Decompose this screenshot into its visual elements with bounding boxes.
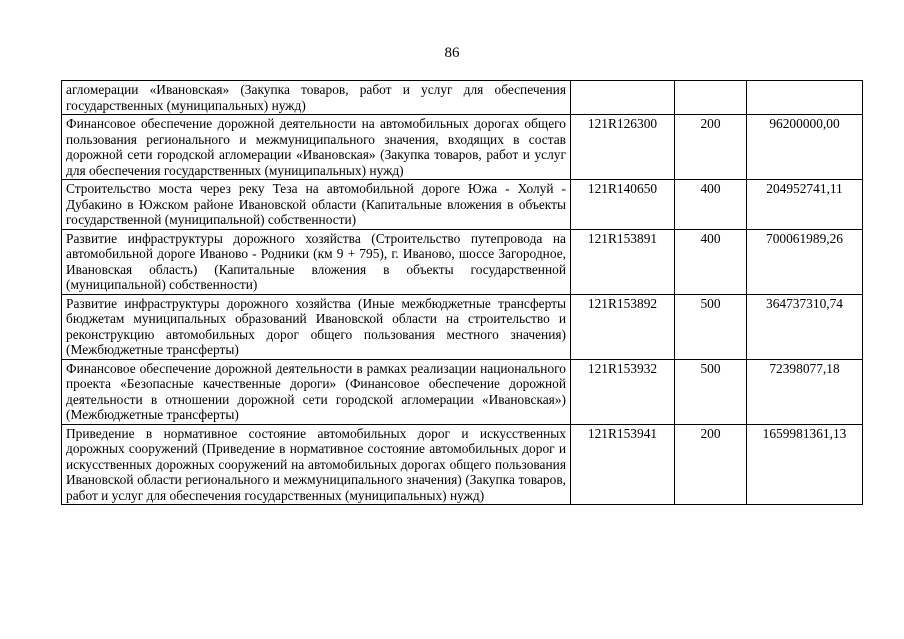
expense-type-code [675,81,747,115]
table-row [62,294,863,359]
expense-type-code: 500 [675,359,747,424]
row-description: Развитие инфраструктуры дорожного хозяйства (Строительство путепровода на автомобильной дороге Иваново - Родники (км 9 + 795), г. Иваново, шоссе Загородное, Ивановская область) (Капитальные вложения в объекты государственной (муниципальной) собственности) [62,229,571,294]
row-description: Развитие инфраструктуры дорожного хозяйства (Иные межбюджетные трансферты бюджетам муниципальных образований Ивановской области на строительство и реконструкцию автомобильных дорог общего пользования местного значения) (Межбюджетные трансферты) [62,294,571,359]
amount-value: 96200000,00 [747,115,863,180]
target-article-code: 121R153892 [571,294,675,359]
table-row [62,424,863,505]
table-row [62,359,863,424]
target-article-code: 121R153891 [571,229,675,294]
table-row [62,180,863,230]
target-article-code: 121R126300 [571,115,675,180]
expense-type-code: 200 [675,115,747,180]
page-number: 86 [444,45,460,61]
table-row [62,81,863,115]
amount-value [747,81,863,115]
amount-value: 72398077,18 [747,359,863,424]
table-row [62,229,863,294]
amount-value: 364737310,74 [747,294,863,359]
target-article-code [571,81,675,115]
amount-value: 1659981361,13 [747,424,863,505]
amount-value: 700061989,26 [747,229,863,294]
expense-type-code: 400 [675,180,747,230]
row-description: Строительство моста через реку Теза на автомобильной дороге Южа - Холуй - Дубакино в Южском районе Ивановской области (Капитальные вложения в объекты государственной (муниципальной) собственности) [62,180,571,230]
row-description: агломерации «Ивановская» (Закупка товаров, работ и услуг для обеспечения государственных (муниципальных) нужд) [62,81,571,115]
target-article-code: 121R153941 [571,424,675,505]
row-description: Приведение в нормативное состояние автомобильных дорог и искусственных дорожных сооружений (Приведение в нормативное состояние автомобильных дорог и искусственных дорожных сооружений на автомобильных дорогах общего пользования Ивановской области регионального и межмуниципального значения) (Закупка товаров, работ и услуг для обеспечения государственных (муниципальных) нужд) [62,424,571,505]
target-article-code: 121R140650 [571,180,675,230]
expense-type-code: 400 [675,229,747,294]
table-row [62,115,863,180]
amount-value: 204952741,11 [747,180,863,230]
expense-type-code: 500 [675,294,747,359]
row-description: Финансовое обеспечение дорожной деятельности на автомобильных дорогах общего пользования регионального и межмуниципального значения, входящих в состав дорожной сети городской агломерации «Ивановская» (Закупка товаров, работ и услуг для обеспечения государственных (муниципальных) нужд) [62,115,571,180]
target-article-code: 121R153932 [571,359,675,424]
budget-table [61,80,863,505]
expense-type-code: 200 [675,424,747,505]
row-description: Финансовое обеспечение дорожной деятельности в рамках реализации национального проекта «Безопасные качественные дороги» (Финансовое обеспечение дорожной деятельности в отношении дорожной сети городской агломерации «Ивановская») (Межбюджетные трансферты) [62,359,571,424]
